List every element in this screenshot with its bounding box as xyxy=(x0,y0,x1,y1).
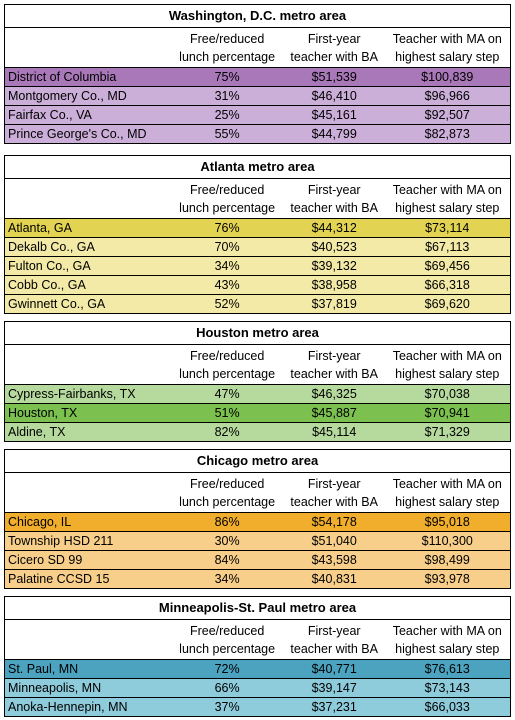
district-name: Cypress-Fairbanks, TX xyxy=(8,387,136,401)
header-name xyxy=(5,28,170,67)
ba-salary: $46,410 xyxy=(311,89,357,103)
lunch-pct: 47% xyxy=(214,387,240,401)
table-row xyxy=(5,570,510,588)
ma-salary: $71,329 xyxy=(424,425,470,439)
section-houston xyxy=(4,321,511,442)
ba-salary: $38,958 xyxy=(311,278,357,292)
lunch-pct: 25% xyxy=(214,108,240,122)
header-ba xyxy=(284,28,385,67)
ma-salary: $76,613 xyxy=(424,662,470,676)
header-ma-line1: Teacher with MA on xyxy=(392,348,502,363)
lunch-pct: 30% xyxy=(214,534,240,548)
table-row xyxy=(5,125,510,143)
ba-salary: $37,819 xyxy=(311,297,357,311)
ba-salary: $43,598 xyxy=(311,553,357,567)
ba-salary: $40,771 xyxy=(311,662,357,676)
header-ba-line2: teacher with BA xyxy=(290,366,378,381)
ma-salary: $69,456 xyxy=(424,259,470,273)
header-ba-line1: First-year xyxy=(307,31,361,46)
header-ma xyxy=(385,28,511,67)
header-lunch xyxy=(170,473,284,512)
header-ma xyxy=(385,345,511,384)
header-ma-line1: Teacher with MA on xyxy=(392,182,502,197)
ba-salary: $45,887 xyxy=(311,406,357,420)
header-ma xyxy=(385,473,511,512)
header-ba-line2: teacher with BA xyxy=(290,49,378,64)
district-name: Minneapolis, MN xyxy=(8,681,102,695)
header-row xyxy=(5,620,510,660)
ma-salary: $110,300 xyxy=(421,534,473,548)
section-title: Houston metro area xyxy=(5,322,510,345)
ba-salary: $51,040 xyxy=(311,534,357,548)
header-ma-line2: highest salary step xyxy=(395,366,500,381)
header-ma-line1: Teacher with MA on xyxy=(392,623,502,638)
section-title: Chicago metro area xyxy=(5,450,510,473)
table-row xyxy=(5,68,510,87)
header-ma-line2: highest salary step xyxy=(395,200,500,215)
section-title: Washington, D.C. metro area xyxy=(5,5,510,28)
header-row xyxy=(5,179,510,219)
district-name: District of Columbia xyxy=(8,70,117,84)
district-name: Township HSD 211 xyxy=(8,534,114,548)
ba-salary: $45,114 xyxy=(312,425,357,439)
lunch-pct: 34% xyxy=(214,259,240,273)
header-ba-line1: First-year xyxy=(307,348,361,363)
lunch-pct: 34% xyxy=(214,572,240,586)
district-name: Anoka-Hennepin, MN xyxy=(8,700,128,714)
ma-salary: $73,114 xyxy=(425,221,470,235)
district-name: Montgomery Co., MD xyxy=(8,89,127,103)
ma-salary: $93,978 xyxy=(424,572,470,586)
lunch-pct: 76% xyxy=(214,221,240,235)
district-name: Houston, TX xyxy=(8,406,78,420)
lunch-pct: 55% xyxy=(214,127,240,141)
header-lunch-line2: lunch percentage xyxy=(179,641,276,656)
ba-salary: $45,161 xyxy=(311,108,357,122)
lunch-pct: 52% xyxy=(214,297,240,311)
table-row xyxy=(5,513,510,532)
table-row xyxy=(5,660,510,679)
header-lunch-line2: lunch percentage xyxy=(179,494,276,509)
ma-salary: $82,873 xyxy=(424,127,470,141)
lunch-pct: 66% xyxy=(214,681,240,695)
lunch-pct: 82% xyxy=(214,425,240,439)
ba-salary: $44,799 xyxy=(311,127,357,141)
header-lunch xyxy=(170,28,284,67)
ma-salary: $67,113 xyxy=(425,240,470,254)
table-row xyxy=(5,276,510,295)
table-row xyxy=(5,257,510,276)
header-lunch-line1: Free/reduced xyxy=(189,348,265,363)
ma-salary: $95,018 xyxy=(424,515,470,529)
lunch-pct: 84% xyxy=(214,553,240,567)
header-ba-line1: First-year xyxy=(307,182,361,197)
table-row xyxy=(5,106,510,125)
header-ma-line1: Teacher with MA on xyxy=(392,31,502,46)
ba-salary: $54,178 xyxy=(311,515,357,529)
header-row xyxy=(5,28,510,68)
district-name: St. Paul, MN xyxy=(8,662,79,676)
section-title: Atlanta metro area xyxy=(5,156,510,179)
table-row xyxy=(5,532,510,551)
district-name: Aldine, TX xyxy=(8,425,66,439)
header-lunch xyxy=(170,179,284,218)
table-row xyxy=(5,423,510,441)
section-chicago xyxy=(4,449,511,589)
district-name: Gwinnett Co., GA xyxy=(8,297,106,311)
header-ba xyxy=(284,473,385,512)
ma-salary: $69,620 xyxy=(424,297,470,311)
district-name: Chicago, IL xyxy=(8,515,72,529)
header-ba-line2: teacher with BA xyxy=(290,494,378,509)
ba-salary: $39,147 xyxy=(311,681,357,695)
header-ma xyxy=(385,179,511,218)
ba-salary: $40,523 xyxy=(311,240,357,254)
ma-salary: $98,499 xyxy=(424,553,470,567)
ma-salary: $70,941 xyxy=(424,406,470,420)
ba-salary: $40,831 xyxy=(311,572,357,586)
header-name xyxy=(5,179,170,218)
header-lunch-line2: lunch percentage xyxy=(179,49,276,64)
header-row xyxy=(5,473,510,513)
section-title: Minneapolis-St. Paul metro area xyxy=(5,597,510,620)
header-lunch xyxy=(170,620,284,659)
ba-salary: $51,539 xyxy=(311,70,357,84)
header-ba-line2: teacher with BA xyxy=(290,200,378,215)
header-ba-line2: teacher with BA xyxy=(290,641,378,656)
ma-salary: $70,038 xyxy=(424,387,470,401)
table-row xyxy=(5,295,510,313)
district-name: Dekalb Co., GA xyxy=(8,240,95,254)
header-lunch-line2: lunch percentage xyxy=(179,200,276,215)
ma-salary: $66,318 xyxy=(424,278,470,292)
district-name: Palatine CCSD 15 xyxy=(8,572,110,586)
district-name: Fairfax Co., VA xyxy=(8,108,92,122)
ba-salary: $39,132 xyxy=(311,259,357,273)
header-name xyxy=(5,620,170,659)
header-lunch-line1: Free/reduced xyxy=(189,476,265,491)
table-row xyxy=(5,551,510,570)
section-washington xyxy=(4,4,511,144)
header-ma-line2: highest salary step xyxy=(395,641,500,656)
lunch-pct: 70% xyxy=(214,240,240,254)
ba-salary: $46,325 xyxy=(311,387,357,401)
ma-salary: $73,143 xyxy=(424,681,470,695)
header-name xyxy=(5,473,170,512)
table-row xyxy=(5,238,510,257)
table-row xyxy=(5,698,510,716)
district-name: Cicero SD 99 xyxy=(8,553,83,567)
header-lunch-line1: Free/reduced xyxy=(189,182,265,197)
table-row xyxy=(5,385,510,404)
header-ma-line2: highest salary step xyxy=(395,49,500,64)
table-row xyxy=(5,679,510,698)
table-row xyxy=(5,404,510,423)
ba-salary: $44,312 xyxy=(311,221,357,235)
header-lunch-line1: Free/reduced xyxy=(189,623,265,638)
header-ba xyxy=(284,620,385,659)
header-row xyxy=(5,345,510,385)
ma-salary: $100,839 xyxy=(421,70,474,84)
lunch-pct: 86% xyxy=(214,515,240,529)
header-name xyxy=(5,345,170,384)
district-name: Atlanta, GA xyxy=(8,221,72,235)
lunch-pct: 37% xyxy=(214,700,240,714)
header-ba xyxy=(284,179,385,218)
header-ma xyxy=(385,620,511,659)
section-minneapolis xyxy=(4,596,511,717)
lunch-pct: 51% xyxy=(214,406,240,420)
ma-salary: $66,033 xyxy=(424,700,470,714)
header-ma-line2: highest salary step xyxy=(395,494,500,509)
header-ba-line1: First-year xyxy=(307,476,361,491)
lunch-pct: 43% xyxy=(214,278,240,292)
ba-salary: $37,231 xyxy=(311,700,357,714)
table-row xyxy=(5,87,510,106)
table-row xyxy=(5,219,510,238)
district-name: Fulton Co., GA xyxy=(8,259,91,273)
header-lunch xyxy=(170,345,284,384)
header-ba-line1: First-year xyxy=(307,623,361,638)
district-name: Cobb Co., GA xyxy=(8,278,86,292)
ma-salary: $92,507 xyxy=(424,108,470,122)
lunch-pct: 72% xyxy=(214,662,240,676)
lunch-pct: 31% xyxy=(214,89,240,103)
lunch-pct: 75% xyxy=(214,70,240,84)
district-name: Prince George's Co., MD xyxy=(8,127,147,141)
header-ba xyxy=(284,345,385,384)
header-lunch-line2: lunch percentage xyxy=(179,366,276,381)
ma-salary: $96,966 xyxy=(424,89,470,103)
header-ma-line1: Teacher with MA on xyxy=(392,476,502,491)
header-lunch-line1: Free/reduced xyxy=(189,31,265,46)
section-atlanta xyxy=(4,155,511,314)
